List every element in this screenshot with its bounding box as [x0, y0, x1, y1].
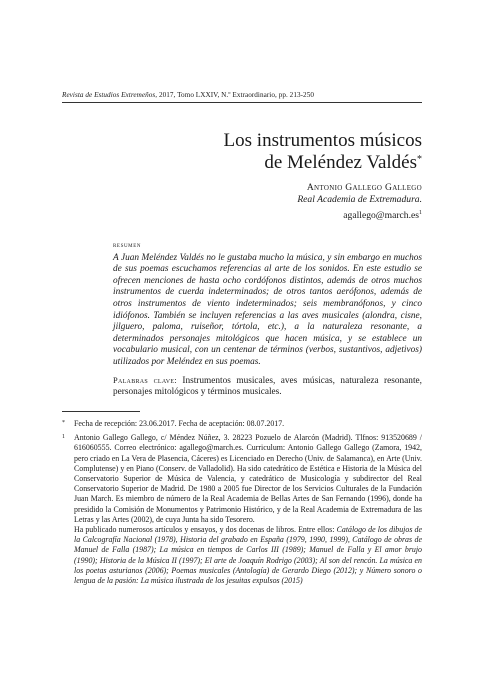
- footnote-dates: [62, 419, 422, 429]
- footnote-mark: 1: [62, 434, 65, 441]
- footnote-author-publications: [74, 525, 422, 586]
- keywords-text: Instrumentos musicales, aves músicas, naturaleza resonante, personajes mitológicos y términos musicales.: [113, 375, 422, 398]
- title-footnote-mark[interactable]: *: [417, 154, 422, 165]
- author-affiliation: Real Academia de Extremadura.: [297, 194, 422, 206]
- keywords-label: Palabras clave:: [113, 375, 177, 385]
- keywords: [113, 375, 422, 399]
- footnote-author-bio: Antonio Gallego Gallego, c/ Méndez Núñez, 3. 28223 Pozuelo de Alarcón (Madrid). Tlfnos: 913520689 / 616060555. Correo electrónico: agallego@march.es. Curriculum: Antonio Gallego Gallego (Zamora, 1942, pero criado en La Vera de Plasencia, Cáceres) es Licenciado en Derecho (Univ. de Salamanca), en Arte (Univ. Complutense) y en Piano (Conserv. de Valladolid). Ha sido catedrático de Estética e Historia de la Música del Conservatorio Superior de Música de Valencia, y catedrático de Musicología y subdirector del Real Conservatorio Superior de Madrid. De 1980 a 2005 fue Director de los Servicios Culturales de la Fundación Juan March. Es miembro de número de la Real Academia de Bellas Artes de San Fernando (1996), donde ha presidido la Comisión de Monumentos y Patrimonio Histórico, y de la Real Academia de Extremadura de las Letras y las Artes (2002), de cuya Junta ha sido Tesorero.: [74, 433, 422, 524]
- author-email-line: [297, 207, 422, 223]
- abstract-text: A Juan Meléndez Valdés no le gustaba mucho la música, y sin embargo en muchos de sus poemas escuchamos referencias al arte de los sonidos. En este estudio se ofrecen menciones de hasta ocho cordófonos distintos, además de otros muchos instrumentos de cuerda indeterminados; de otros tantos aerófonos, además de otros instrumentos de viento indeterminados; seis membranófonos, y cinco idiófonos. También se incluyen referencias a las aves musicales (alondra, cisne, jilguero, paloma, ruiseñor, tórtola, etc.), a la naturaleza resonante, a determinados personajes mitológicos que hacen música, y se establece un vocabulario musical, con un centenar de términos (verbos, sustantivos, adjetivos) utilizados por Meléndez en sus poemas.: [113, 252, 422, 367]
- footnote-dates-text: Fecha de recepción: 23.06.2017. Fecha de aceptación: 08.07.2017.: [74, 419, 285, 428]
- title-line-2: de Meléndez Valdés: [264, 152, 417, 173]
- author-footnote-mark[interactable]: 1: [419, 209, 422, 216]
- journal-name: Revista de Estudios Extremeños,: [62, 91, 158, 99]
- footnote-author: [62, 433, 422, 586]
- author-block: [297, 182, 422, 222]
- article-title: [224, 130, 422, 174]
- author-name: Antonio Gallego Gallego: [306, 182, 422, 193]
- header-rule: [62, 102, 422, 103]
- footnote-rule: [62, 411, 140, 412]
- journal-details: 2017, Tomo LXXIV, N.º Extraordinario, pp. 213-250: [157, 91, 314, 99]
- footnote-mark: *: [62, 420, 65, 426]
- footnotes: [62, 419, 422, 590]
- running-head: [62, 91, 422, 99]
- abstract-section: [113, 239, 422, 399]
- author-email[interactable]: agallego@march.es: [343, 210, 419, 221]
- publications-list: Catálogo de los dibujos de la Calcografía Nacional (1978), Historia del grabado en España (1979, 1990, 1999), Catálogo de obras de Manuel de Falla (1987); La música en tiempos de Carlos III (1989); Manuel de Falla y El amor brujo (1990); Historia de la Música II (1997); El arte de Joaquín Rodrigo (2003); Al son del rencón. La música en los poetas asturianos (2006); Poemas musicales (Antología) de Gerardo Diego (2012); y Número sonoro o lengua de la pasión: La música ilustrada de los jesuitas expulsos (2015): [74, 525, 422, 586]
- abstract-label: resumen: [113, 240, 142, 249]
- title-line-1: Los instrumentos músicos: [223, 130, 422, 151]
- publications-intro: Ha publicado numerosos artículos y ensayos, y dos docenas de libros. Entre ellos:: [74, 525, 337, 535]
